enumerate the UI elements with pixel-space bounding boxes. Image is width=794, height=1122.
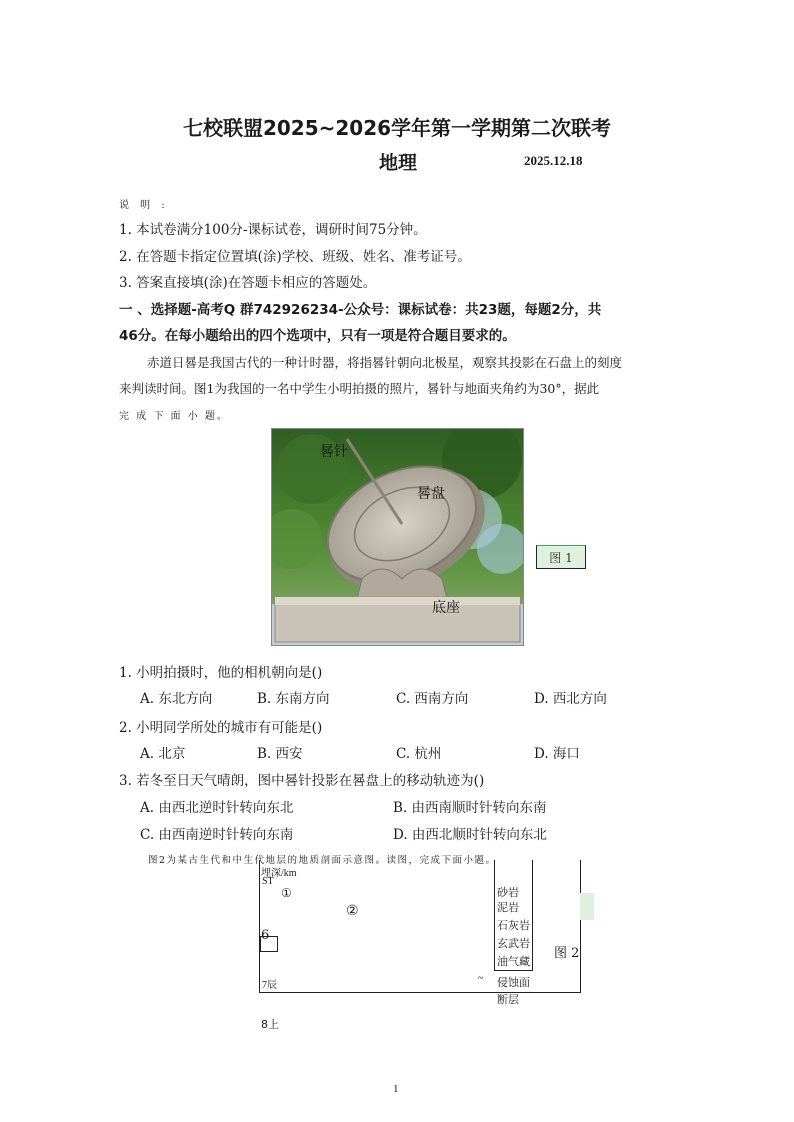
gnomon-label: 晷针 — [320, 444, 348, 460]
note-item-3: 3. 答案直接填(涂)在答题卡相应的答题处。 — [119, 275, 377, 291]
notes-heading: 说 明 : — [119, 200, 169, 211]
st-label: ST — [262, 876, 274, 887]
q1-option-d[interactable]: D. 西北方向 — [534, 691, 607, 707]
q2-option-a[interactable]: A. 北京 — [140, 746, 186, 762]
q1-option-b[interactable]: B. 东南方向 — [257, 691, 330, 707]
note-item-2: 2. 在答题卡指定位置填(涂)学校、班级、姓名、准考证号。 — [119, 249, 471, 265]
q2-option-d[interactable]: D. 海口 — [534, 746, 580, 762]
passage1-line1: 赤道日晷是我国古代的一种计时器，将指晷针朝向北极星，观察其投影在石盘上的刻度 — [147, 355, 623, 370]
legend-oil-gas: 油气藏 — [497, 956, 530, 968]
exam-title: 七校联盟2025~2026学年第一学期第二次联考 — [182, 116, 612, 140]
tilde-label: ~ — [478, 973, 484, 984]
passage2: 图2为某古生代和中生代地层的地质剖面示意图。读图，完成下面小题。 — [148, 855, 497, 866]
diagram-right-edge — [580, 860, 581, 992]
legend-basalt: 玄武岩 — [497, 938, 530, 950]
subject-title: 地理 — [379, 152, 418, 174]
seven-label: 7辰 — [262, 980, 277, 991]
q3-option-a[interactable]: A. 由西北逆时针转向东北 — [140, 800, 294, 816]
q1-option-a[interactable]: A. 东北方向 — [140, 691, 213, 707]
base-label: 底座 — [432, 600, 460, 616]
sundial-photo — [271, 428, 524, 646]
question-2-stem: 2. 小明同学所处的城市有可能是() — [119, 720, 323, 736]
q2-option-c[interactable]: C. 杭州 — [396, 746, 442, 762]
legend-erosion-surface: 侵蚀面 — [497, 977, 530, 989]
depth-label: 埋深/km — [261, 868, 297, 879]
question-3-stem: 3. 若冬至日天气晴朗，图中晷针投影在晷盘上的移动轨迹为() — [119, 773, 485, 789]
legend-fault: 断层 — [497, 994, 519, 1006]
dial-label: 晷盘 — [417, 486, 445, 502]
marker-2: ② — [346, 903, 359, 919]
section-heading-line2: 46分。在每小题给出的四个选项中，只有一项是符合题目要求的。 — [119, 328, 516, 344]
passage1-line2: 来判读时间。图1为我国的一名中学生小明拍摄的照片，晷针与地面夹角约为30°，据此 — [119, 381, 600, 396]
q2-option-b[interactable]: B. 西安 — [257, 746, 303, 762]
marker-1: ① — [281, 886, 292, 900]
note-item-1: 1. 本试卷满分100分-课标试卷，调研时间75分钟。 — [119, 222, 427, 238]
figure1-caption: 图 1 — [536, 545, 586, 569]
q1-option-c[interactable]: C. 西南方向 — [396, 691, 469, 707]
six-label: 6 — [261, 928, 270, 943]
exam-date: 2025.12.18 — [524, 153, 583, 168]
q3-option-c[interactable]: C. 由西南逆时针转向东南 — [140, 827, 294, 843]
q3-option-d[interactable]: D. 由西北顺时针转向东北 — [393, 827, 547, 843]
small-box — [260, 936, 278, 952]
q3-option-b[interactable]: B. 由西南顺时针转向东南 — [393, 800, 547, 816]
figure2-caption: 图 2 — [554, 946, 580, 961]
page-number: 1 — [393, 1083, 399, 1095]
legend-sandstone: 砂岩 — [497, 887, 519, 899]
legend-limestone: 石灰岩 — [497, 920, 530, 932]
legend-mudstone: 泥岩 — [497, 902, 519, 914]
eight-label: 8上 — [261, 1018, 279, 1031]
green-mark — [580, 893, 594, 920]
question-1-stem: 1. 小明拍摄时，他的相机朝向是() — [119, 665, 323, 681]
section-heading-line1: 一 、选择题-高考Q 群742926234-公众号：课标试卷：共23题，每题2分，共 — [119, 302, 602, 318]
passage1-line3: 完 成 下 面 小 题。 — [119, 411, 229, 422]
